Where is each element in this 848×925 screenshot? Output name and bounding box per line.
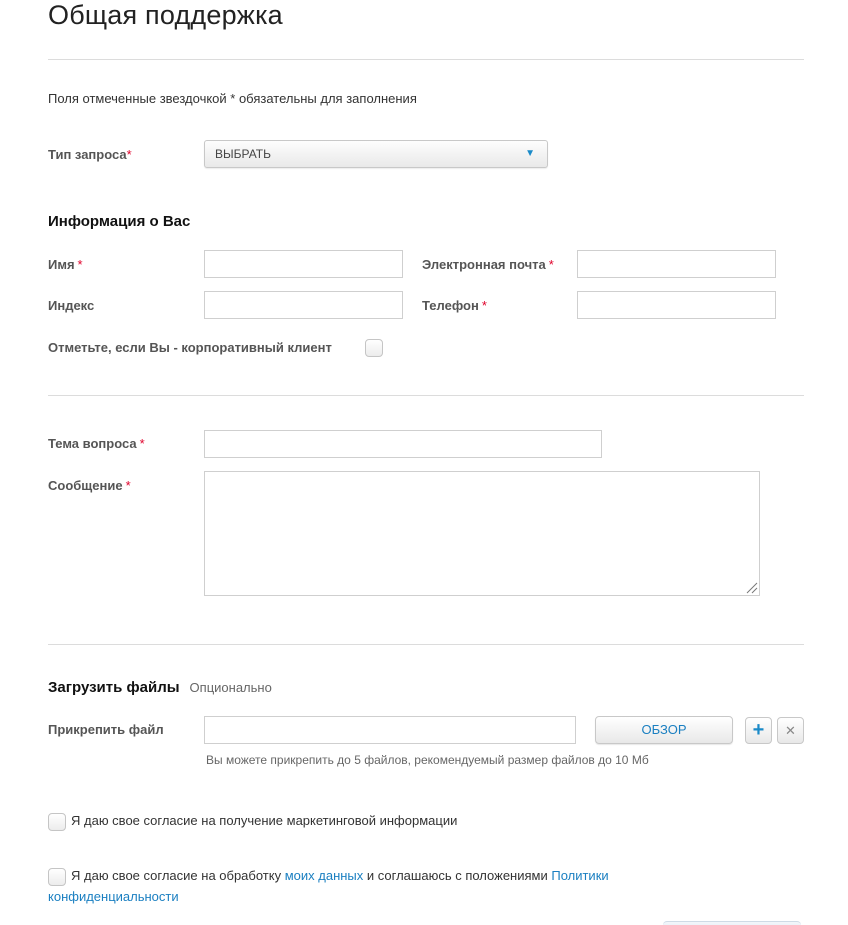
subject-input[interactable] [204,430,602,458]
request-type-select[interactable] [204,140,548,168]
submit-button[interactable] [663,921,801,925]
required-note: Поля отмеченные звездочкой * обязательны для заполнения [48,91,417,106]
email-label: Электронная почта * [422,257,554,272]
required-mark: * [126,147,132,162]
upload-heading: Загрузить файлы Опционально [48,679,272,696]
corporate-client-checkbox[interactable] [365,339,383,357]
message-textarea[interactable] [204,471,760,596]
my-data-link[interactable]: моих данных [284,868,364,883]
privacy-policy-link[interactable]: Политики конфиденциальности [48,868,609,904]
divider [48,395,804,396]
corporate-client-label: Отметьте, если Вы - корпоративный клиент [48,340,332,355]
chevron-down-icon: ▼ [525,148,535,159]
phone-label: Телефон * [422,298,487,313]
remove-file-button[interactable] [777,717,804,744]
page-title: Общая поддержка [48,0,283,30]
email-input[interactable] [577,250,776,278]
required-mark: * [125,478,131,493]
upload-hint: Вы можете прикрепить до 5 файлов, рекомендуемый размер файлов до 10 Мб [206,753,649,767]
data-processing-consent-label: Я даю свое согласие на обработку моих данных и соглашаюсь с положениями Политики конфиденциальности [48,868,609,904]
index-label: Индекс [48,298,95,313]
required-mark: * [77,257,83,272]
name-label: Имя * [48,257,83,272]
marketing-consent-checkbox[interactable] [48,813,66,831]
required-mark: * [481,298,487,313]
divider [48,59,804,60]
attach-file-label: Прикрепить файл [48,722,164,737]
add-file-button[interactable] [745,717,772,744]
subject-label: Тема вопроса * [48,436,145,451]
optional-note: Опционально [189,680,272,695]
divider [48,644,804,645]
required-mark: * [548,257,554,272]
index-input[interactable] [204,291,403,319]
marketing-consent-label: Я даю свое согласие на получение маркетинговой информации [71,813,458,828]
file-path-input[interactable] [204,716,576,744]
request-type-selected-value: ВЫБРАТЬ [215,147,271,161]
about-you-heading: Информация о Вас [48,213,191,230]
message-label: Сообщение * [48,478,131,493]
browse-button[interactable]: ОБЗОР [595,716,733,744]
request-type-label: Тип запроса* [48,147,132,162]
resize-grip-icon[interactable] [744,580,758,594]
required-mark: * [139,436,145,451]
phone-input[interactable] [577,291,776,319]
plus-icon: + [752,719,765,741]
name-input[interactable] [204,250,403,278]
close-icon: ✕ [785,723,796,738]
